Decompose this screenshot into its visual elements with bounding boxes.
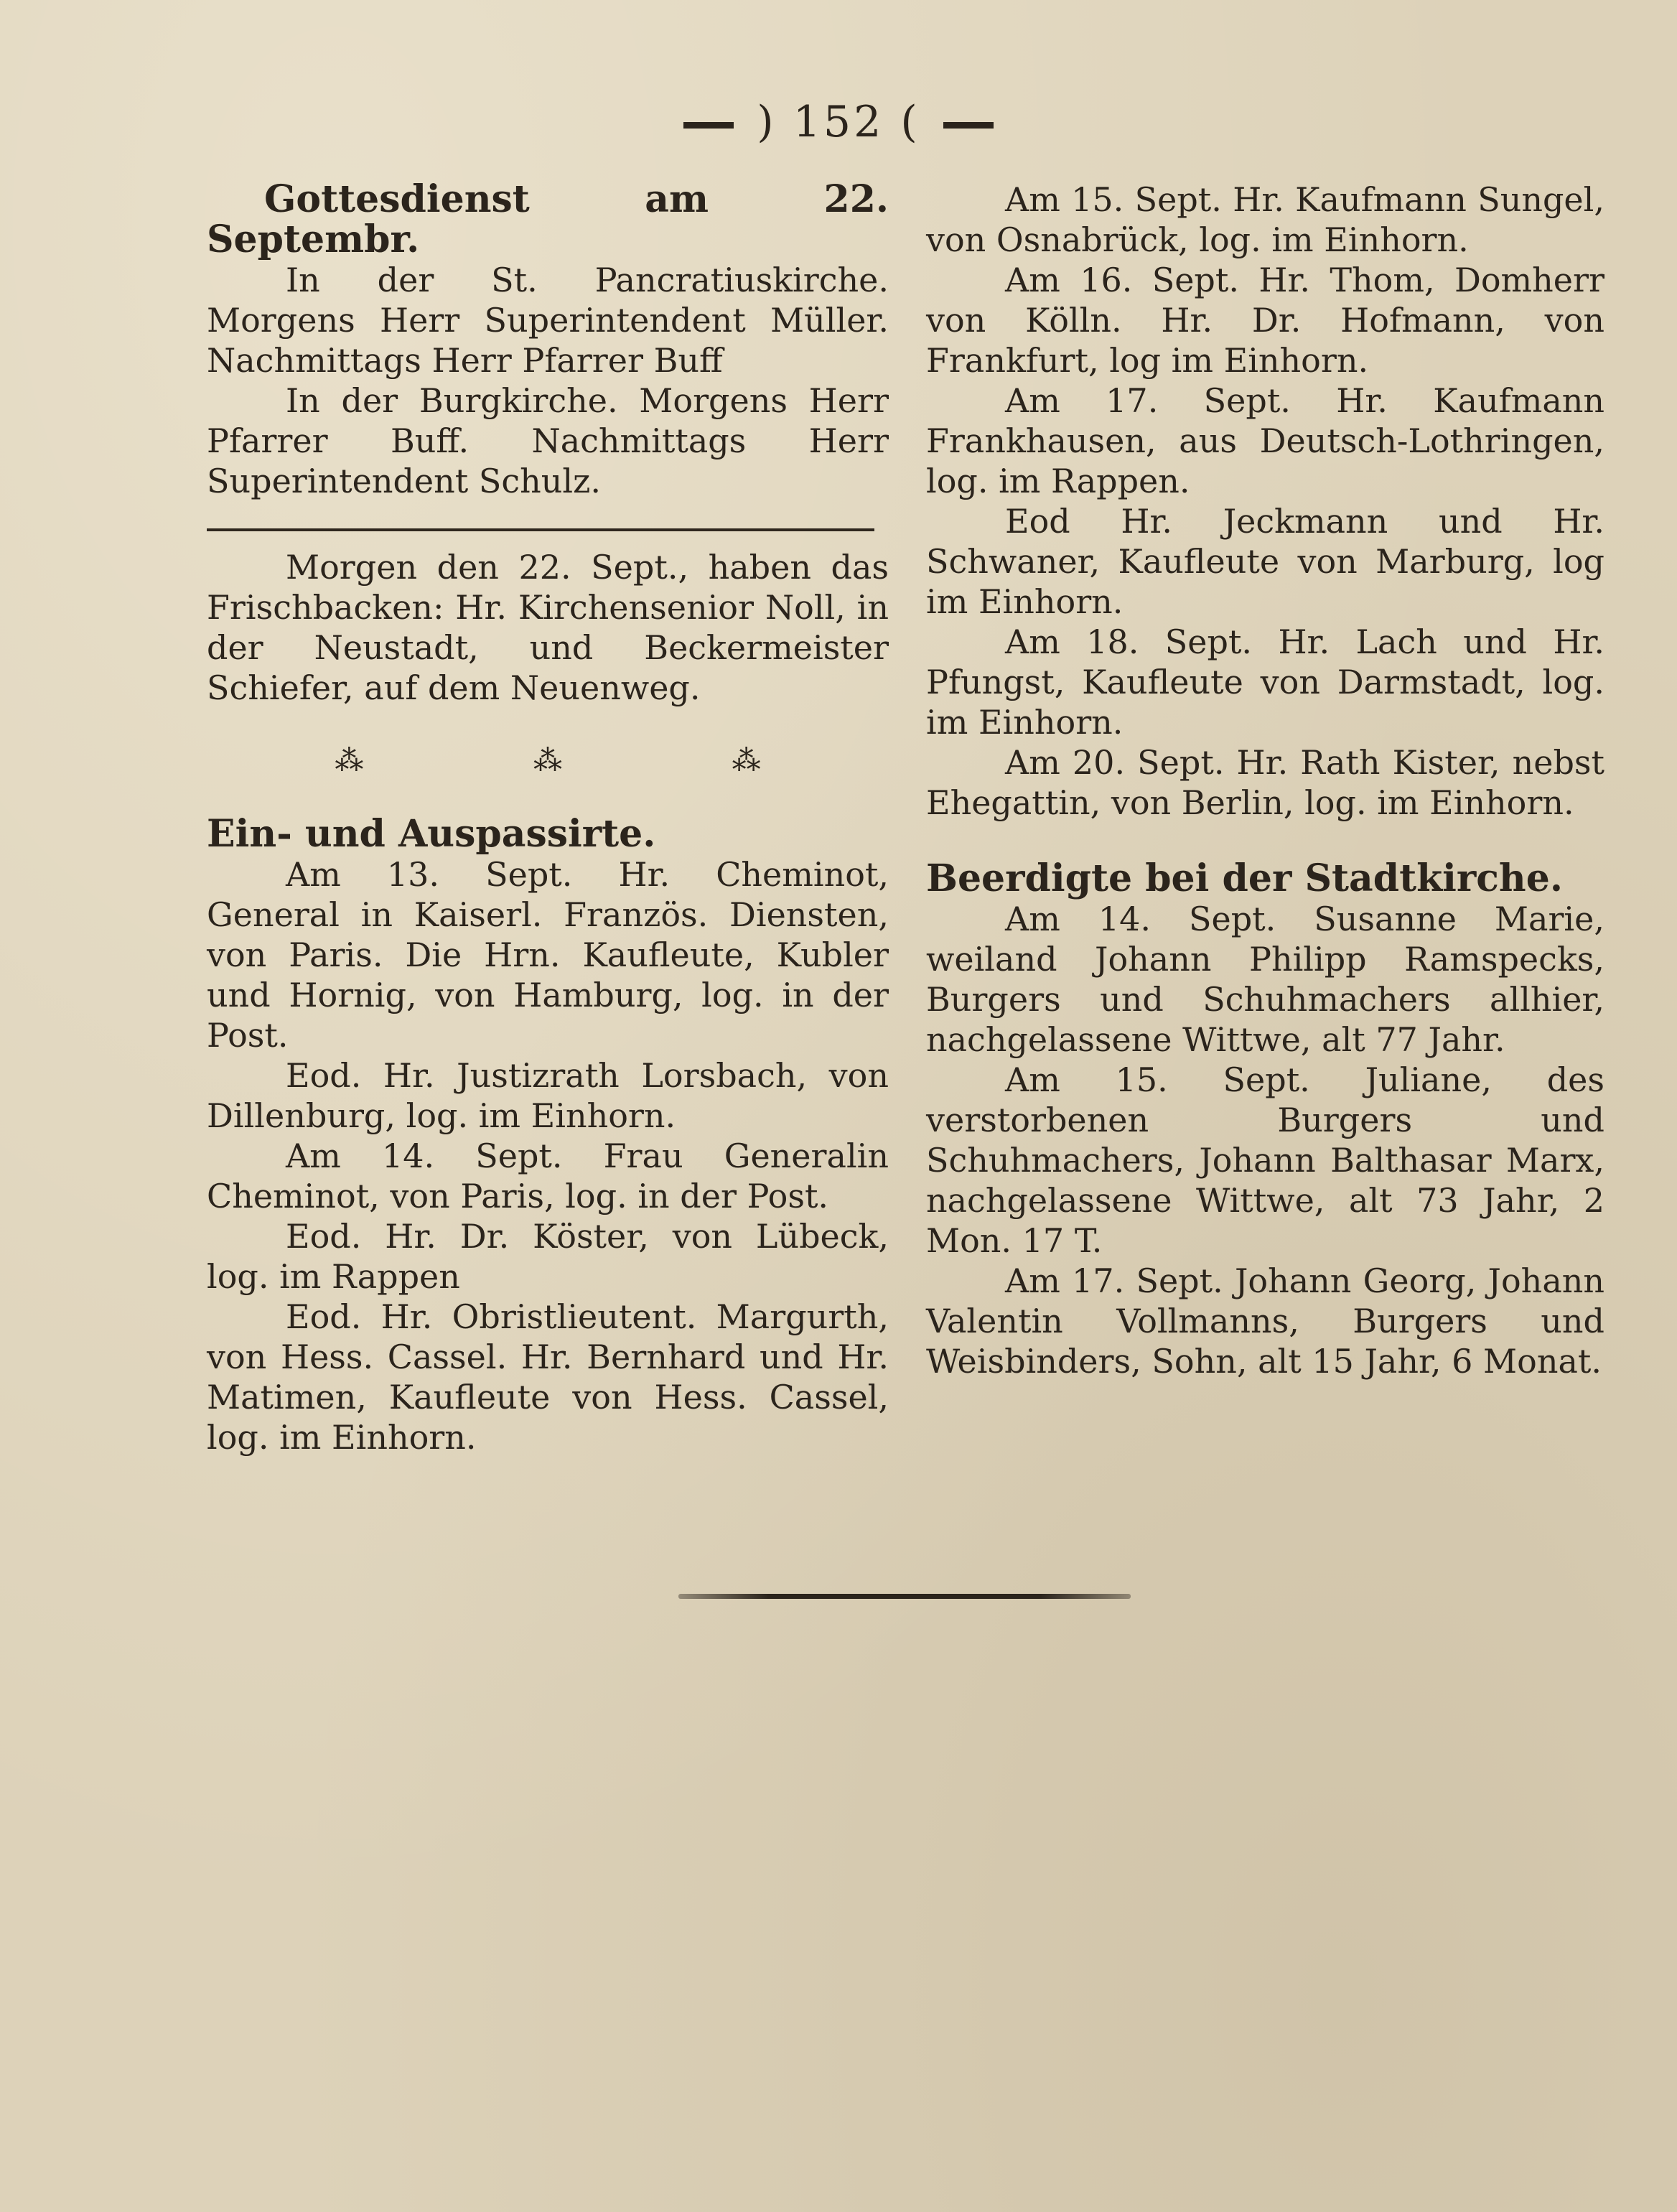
burials-heading: Beerdigte bei der Stadtkirche. (926, 857, 1563, 900)
asterism-ornament-2: ⁂ (533, 745, 562, 778)
traveller-entry: Eod. Hr. Justizrath Lorsbach, von Dillenburg, log. im Einhorn. (207, 1056, 889, 1135)
left-column (207, 179, 889, 1457)
header-dash-right (943, 122, 994, 129)
ornament-stars (250, 741, 846, 781)
traveller-entry: Am 17. Sept. Hr. Kaufmann Frankhausen, aus Deutsch-Lothringen, log. im Rappen. (926, 381, 1604, 500)
traveller-entry: Am 16. Sept. Hr. Thom, Domherr von Kölln. Hr. Dr. Hofmann, von Frankfurt, log im Einhorn. (926, 261, 1604, 380)
bakery-notice: Morgen den 22. Sept., haben das Frischbacken: Hr. Kirchensenior Noll, in der Neustadt, und Beckermeister Schiefer, auf dem Neuenweg. (207, 548, 889, 707)
right-column (926, 179, 1604, 1381)
service-heading: Gottesdienst am 22. Septembr. (207, 177, 889, 261)
traveller-entry: Am 14. Sept. Frau Generalin Cheminot, von Paris, log. in der Post. (207, 1137, 889, 1215)
spacer (926, 823, 1604, 859)
service-pancratius: In der St. Pancratiuskirche. Morgens Herr Superintendent Müller. Nachmittags Herr Pfarrer Buff (207, 261, 889, 380)
traveller-entry: Am 13. Sept. Hr. Cheminot, General in Kaiserl. Französ. Diensten, von Paris. Die Hrn. Kaufleute, Kubler und Hornig, von Hamburg, log. in der Post. (207, 855, 889, 1055)
traveller-entry: Eod. Hr. Dr. Köster, von Lübeck, log. im Rappen (207, 1217, 889, 1296)
service-burgkirche: In der Burgkirche. Morgens Herr Pfarrer Buff. Nachmittags Herr Superintendent Schulz. (207, 381, 889, 500)
traveller-entry: Eod. Hr. Obristlieutent. Margurth, von Hess. Cassel. Hr. Bernhard und Hr. Matimen, Kaufleute von Hess. Cassel, log. im Einhorn. (207, 1297, 889, 1457)
page-number: ) 152 ( (757, 97, 920, 147)
traveller-entry: Eod Hr. Jeckmann und Hr. Schwaner, Kaufleute von Marburg, log im Einhorn. (926, 502, 1604, 621)
asterism-ornament-1: ⁂ (335, 745, 364, 778)
traveller-entry: Am 15. Sept. Hr. Kaufmann Sungel, von Osnabrück, log. im Einhorn. (926, 180, 1604, 259)
page-header (0, 97, 1677, 147)
closing-rule (678, 1594, 1131, 1599)
travellers-heading: Ein- und Auspassirte. (207, 812, 656, 856)
burial-entry: Am 15. Sept. Juliane, des verstorbenen Burgers und Schuhmachers, Johann Balthasar Marx, nachgelassene Wittwe, alt 73 Jahr, 2 Mon. 17 T. (926, 1060, 1604, 1260)
header-dash-left (683, 122, 734, 129)
burial-entry: Am 17. Sept. Johann Georg, Johann Valentin Vollmanns, Burgers und Weisbinders, Sohn, alt 15 Jahr, 6 Monat. (926, 1261, 1604, 1381)
asterism-ornament-3: ⁂ (732, 745, 761, 778)
traveller-entry: Am 18. Sept. Hr. Lach und Hr. Pfungst, Kaufleute von Darmstadt, log. im Einhorn. (926, 622, 1604, 742)
burial-entry: Am 14. Sept. Susanne Marie, weiland Johann Philipp Ramspecks, Burgers und Schuhmachers allhier, nachgelassene Wittwe, alt 77 Jahr. (926, 900, 1604, 1059)
traveller-entry: Am 20. Sept. Hr. Rath Kister, nebst Ehegattin, von Berlin, log. im Einhorn. (926, 743, 1604, 822)
section-divider (207, 528, 874, 531)
